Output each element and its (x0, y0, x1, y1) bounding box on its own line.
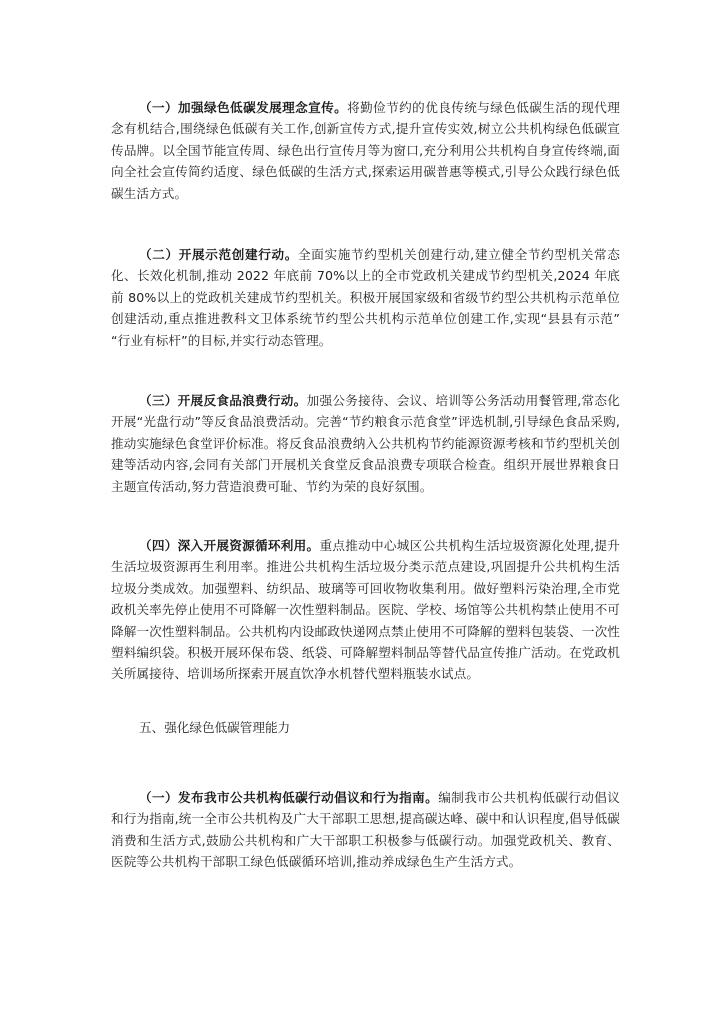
paragraph-body: 编制我市公共机构低碳行动倡议和行为指南,统一全市公共机构及广大干部职工思想,提高碳达峰、碳中和认识程度,倡导低碳消费和生活方式,鼓励公共机构和广大干部职工积极参与低碳行动。加强党政机关、教育、医院等公共机构干部职工绿色低碳循环培训,推动养成绿色生产生活方式。 (111, 790, 620, 870)
paragraph-body: 将勤俭节约的优良传统与绿色低碳生活的现代理念有机结合,围绕绿色低碳有关工作,创新宣传方式,提升宣传实效,树立公共机构绿色低碳宣传品牌。以全国节能宣传周、绿色出行宣传月等为窗口,充分利用公共机构自身宣传终端,面向全社会宣传简约适度、绿色低碳的生活方式,探索运用碳普惠等模式,引导公众践行绿色低碳生活方式。 (111, 100, 620, 201)
paragraph-low-carbon-initiative (111, 787, 620, 873)
paragraph-lead: （三）开展反食品浪费行动。 (139, 393, 307, 408)
paragraph-lead: （四）深入开展资源循环利用。 (139, 538, 320, 553)
paragraph-body: 加强公务接待、会议、培训等公务活动用餐管理,常态化开展“光盘行动”等反食品浪费活动。完善“节约粮食示范食堂”评选机制,引导绿色食品采购,推动实施绿色食堂评价标准。将反食品浪费纳入公共机构节约能源资源考核和节约型机关创建等活动内容,会同有关部门开展机关食堂反食品浪费专项联合检查。组织开展世界粮食日主题宣传活动,努力营造浪费可耻、节约为荣的良好氛围。 (111, 393, 620, 494)
paragraph-lead: （一）发布我市公共机构低碳行动倡议和行为指南。 (139, 790, 439, 805)
paragraph-lead: （一）加强绿色低碳发展理念宣传。 (139, 100, 348, 115)
paragraph-lead: （二）开展示范创建行动。 (139, 247, 298, 262)
paragraph-body: 全面实施节约型机关创建行动,建立健全节约型机关常态化、长效化机制,推动 2022 年底前 70%以上的全市党政机关建成节约型机关,2024 年底前 80%以上的党政机关建成节约型机关。积极开展国家级和省级节约型公共机构示范单位创建活动,重点推进教科文卫体系统节约型公共机构示范单位创建工作,实现“县县有示范” “行业有标杆”的目标,并实行动态管理。 (111, 247, 620, 348)
paragraph-resource-recycling (111, 535, 620, 685)
paragraph-body: 重点推动中心城区公共机构生活垃圾资源化处理,提升生活垃圾资源再生利用率。推进公共机构生活垃圾分类示范点建设,巩固提升公共机构生活垃圾分类成效。加强塑料、纺织品、玻璃等可回收物收集利用。做好塑料污染治理,全市党政机关率先停止使用不可降解一次性塑料制品。医院、学校、场馆等公共机构禁止使用不可降解一次性塑料制品。公共机构内设邮政快递网点禁止使用不可降解的塑料包装袋、一次性塑料编织袋。积极开展环保布袋、纸袋、可降解塑料制品等替代品宣传推广活动。在党政机关所属接待、培训场所探索开展直饮净水机替代塑料瓶装水试点。 (111, 538, 620, 682)
section-heading: 五、强化绿色低碳管理能力 (139, 720, 291, 735)
paragraph-demonstration-creation (111, 244, 620, 351)
paragraph-anti-food-waste (111, 390, 620, 497)
paragraph-promote-green-concept (111, 97, 620, 204)
